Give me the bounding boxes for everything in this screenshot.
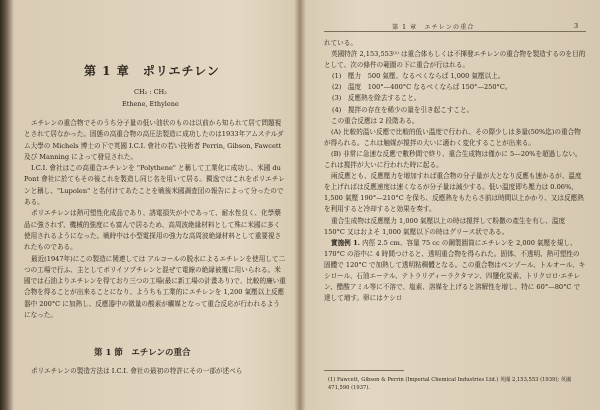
page-number: 3: [574, 22, 579, 30]
paragraph: エチレンの重合物でそのうち分子量の低い油状のものは以前から知られて居て問題視とされて居なかった。固態の高重合物の高圧法製造に成功したのは1933年アムステルダム大學の Michels 博士の下で英國 I.C.I. 會社の若い技術者 Perrin, Gibson, Fawcett 及び Manning によって發見された。: [24, 119, 284, 161]
list-item: (2) 温度 100°—400°C なるべくならば 150°—250°C。: [332, 83, 512, 92]
paragraph: I.C.I. 會社はこの高重合エチレンを "Polythene" と稱して工業化に成功し、米國 du Pont 會社に於てもその後これを製造し同じ名を用いて居る。獨逸ではこれをポリエチレンと稱し、"Lupolen" と名付けてあたことを戦後米國調査団の報告によって分ったのである。: [24, 164, 285, 207]
paragraph: ポリエチレンは熱可塑性化成品であり、誘電損失が小であって、耐水性良く、化學藥品に強されず、機械的強度にも富んで居るため、高周波絶縁材料として殊に米國に多く使用されるようになった。戦時中は小型電探用の強力な高周波絶縁材料として重要視されたものである。: [24, 209, 282, 252]
left-page: [14, 0, 296, 410]
right-page: [304, 0, 594, 410]
left-body-text: [24, 118, 286, 321]
chemical-formula: CH₂ : CH₂: [134, 88, 167, 96]
footnote-rule: [324, 370, 404, 371]
list-item: (4) 撹拌の存在を稀少の量を引き起こすこと。: [332, 105, 474, 114]
paragraph: (A) 比較的温い反應で比較的低い温度で行われ、その際少しは多量(50%迄)の重合物が得られる。これは触媒が撹拌の大いに適わく変化することが出来る。: [324, 127, 581, 147]
paragraph: この重合反應は 2 段階ある。: [331, 116, 419, 125]
chapter-title: 第 1 章 ポリエチレン: [84, 64, 220, 78]
paragraph: れている。: [324, 39, 357, 47]
paragraph: 重合生成物は反應壓力 1,000 氣壓以上の時は撹拌して粉撒の產生を有し、温度 150°C 又はおよそ 1,000 氣壓以下の時はグリース状である。: [324, 216, 566, 236]
right-body-text: [324, 38, 586, 304]
list-item: (1) 壓力 500 氣壓、なるべくならば 1,000 氣壓以上。: [332, 72, 505, 81]
formula-name: Ethene, Ethylene: [122, 100, 179, 108]
paragraph: ポリエチレンの製造方法は I.C.I. 會社の最初の特許にその一部が述べら: [31, 367, 243, 375]
running-head: 第 1 章 エチレンの重合: [392, 24, 475, 31]
paragraph: (B) 非常に急速な反應で數秒間で終り、重合生成物は僅かに 5—20%を超過しない。これは撹拌が大いに行われた時に起る。: [324, 149, 582, 170]
example-paragraph: [324, 238, 586, 305]
paragraph: 英國特許 2,153,553⁽¹⁾ は重合体もしくは不揮發エチレンの重合物を製造するのを目的として、次の條件の範圍の下に重合が行はれる。: [324, 50, 586, 70]
paragraph: 最近(1947年)にこの製造に関連しては アルコールの脱水によるエチレンを使用して二つの工場で行ふ、主としてボリイソブチレンと混ぜて電線の絶縁被覆に用いられる。米國では石油よりエチレンを得ており三つの工場(最に新工場の計畫あり)で、比較的廉い重合物を得ることが出来ることになり、ようちも工業的にエチレンを 1,200 氣壓以上反應器中 200°C に加熱し、反應器中の微量の酸素が觸媒となって重合反応が行われるようになった。: [24, 254, 286, 320]
example-label: 實施例 1.: [331, 238, 360, 247]
section-heading: 第 1 節 エチレンの重合: [94, 348, 191, 358]
list-item: (3) 反應熱を除去すること。: [332, 94, 421, 103]
paragraph: 兩反應とも、反應壓力を増加すれば重合物の分子量が大となり反應も速かるが、温度を上げればは反應速度は速くなるが分子量は減少する。低い温度即ち壓力は 0.06%, 1,500 氣壓 190°—210°C を保ち、反應熱をもたらさ前は時間以上かかり、又は反應熱を利用すると冷却すると効果を奏す。: [324, 172, 584, 214]
footnote-text: (1) Fawcett, Gibson & Perrin (Imperial Chemical Industries Ltd.) 英國 2,153,553 (1939); 英國 471,590 (1937).: [328, 377, 572, 391]
header-rule: [324, 31, 586, 32]
footnote: [328, 376, 586, 392]
section-body-text: [24, 366, 286, 377]
example-text: 内徑 2.5 cm、容量 75 cc の鋼製圓筒にエチレンを 2,000 氣壓を規し、170°C の浴中に 4 時間つけると、透明重合物を得られた。固体、不透明、熱可塑性の固體で 120°C で加熱して透明粘稠體となる。この重合物はベンゾール、トルオール、キシロール、石油エーテル、テトラリディーラクタマン、四鹽化炭素、トリクロロ·エチレン、醋酸アミル等に不溶で、塩素、溶媒を上げると溶解性を増し、特に 60°—80°C で達して増す。卵にはケシロ: [324, 238, 586, 303]
